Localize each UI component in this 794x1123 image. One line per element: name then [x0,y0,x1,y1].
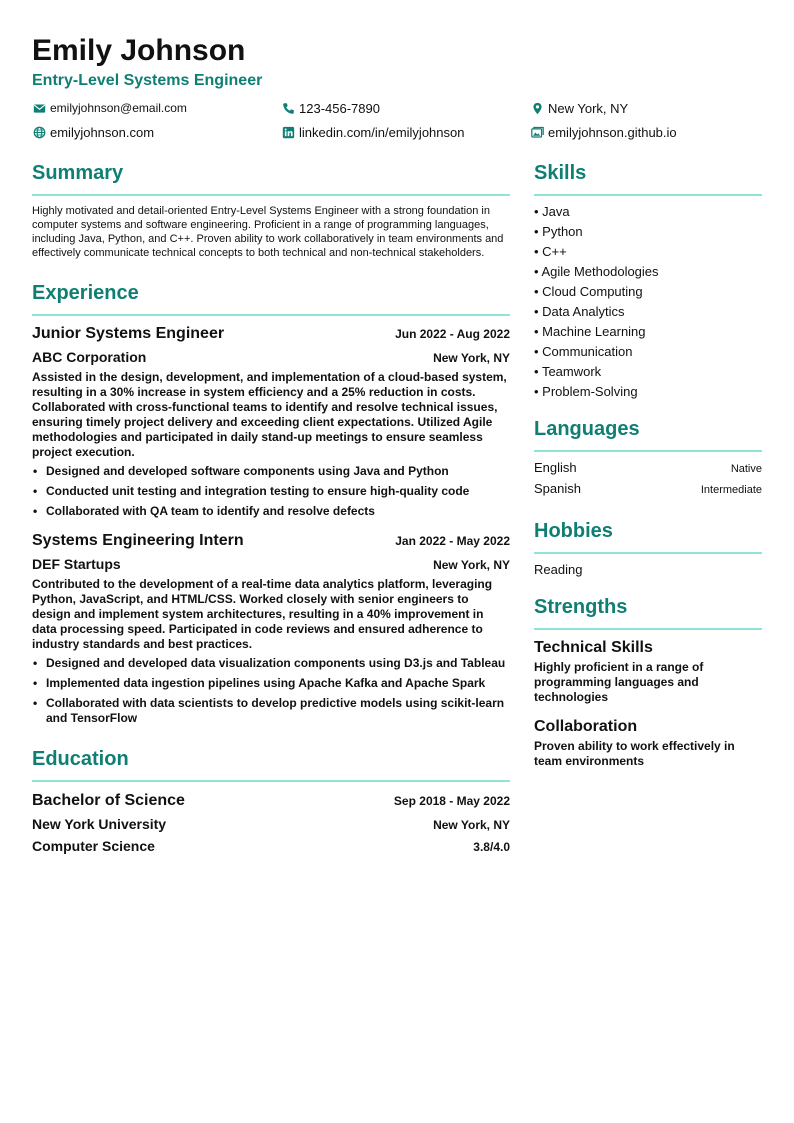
skill-item: • Problem-Solving [534,384,638,399]
strength-description: Highly proficient in a range of programming languages and technologies [534,660,704,704]
job-bullet: • Designed and developed software components using Java and Python [32,464,510,479]
job-dates: Jun 2022 - Aug 2022 [395,327,510,341]
job-bullet: • Collaborated with QA team to identify and resolve defects [32,504,510,519]
job-location: New York, NY [433,351,510,365]
job-company: ABC Corporation [32,349,147,365]
job-description: Contributed to the development of a real-time data analytics platform, leveraging Python, JavaScript, and HTML/CSS. Worked closely with senior engineers to design and implement system architectures, resulting in a 40% improvement in data processing speed. Participated in code reviews and ensured adherence to industry standards and best practices. [32,577,493,651]
job-bullet: • Implemented data ingestion pipelines using Apache Kafka and Apache Spark [32,676,510,691]
job-location: New York, NY [433,558,510,572]
languages-heading: Languages [534,416,762,452]
skills-heading: Skills [534,160,762,196]
job-title: Junior Systems Engineer [32,325,225,342]
mail-icon [32,101,46,115]
education-dates: Sep 2018 - May 2022 [393,794,510,808]
portfolio-icon [530,125,544,139]
languages-section [534,416,762,500]
job-title: Systems Engineering Intern [32,532,244,549]
field-of-study: Computer Science [32,838,155,854]
strength-item [534,717,762,769]
education-section [32,746,510,856]
skills-section [534,160,762,402]
contact-email[interactable]: emilyjohnson@email.com [32,99,281,117]
contact-github[interactable]: emilyjohnson.github.io [530,123,762,141]
education-heading: Education [32,746,510,782]
language-name: English [534,460,577,475]
gpa: 3.8/4.0 [473,840,510,854]
skill-item: • C++ [534,244,567,259]
skill-item: • Data Analytics [534,304,625,319]
strengths-section [534,594,762,769]
hobby-item: Reading [534,562,583,577]
phone-icon [281,101,295,115]
language-name: Spanish [534,481,581,496]
hobbies-heading: Hobbies [534,518,762,554]
school-location: New York, NY [433,818,510,832]
skill-item: • Communication [534,344,633,359]
candidate-name: Emily Johnson [32,34,246,67]
contact-location: New York, NY [530,99,762,117]
skill-item: • Python [534,224,583,239]
language-item [534,458,762,479]
linkedin-icon [281,125,295,139]
resume-page [32,34,762,854]
skill-item: • Java [534,204,570,219]
strengths-heading: Strengths [534,594,762,630]
contact-phone[interactable]: 123-456-7890 [281,99,530,117]
language-level: Intermediate [700,484,762,496]
summary-text: Highly motivated and detail-oriented Entry-Level Systems Engineer with a strong foundation in computer systems and software engineering. Proficient in a range of programming languages, including Java, Python, and C++. Proven ability to work collaboratively in team environments and effectively communicate technical concepts to both technical and non-technical stakeholders. [32,205,504,259]
job-bullets [32,464,510,519]
contact-website[interactable]: emilyjohnson.com [32,123,281,141]
skills-list [534,202,762,402]
globe-icon [32,125,46,139]
experience-section [32,280,510,726]
summary-section [32,160,510,260]
skill-item: • Machine Learning [534,324,646,339]
hobbies-section [534,518,762,580]
job-company: DEF Startups [32,556,121,572]
experience-heading: Experience [32,280,510,316]
candidate-title: Entry-Level Systems Engineer [32,72,263,89]
school-name: New York University [32,816,167,832]
strength-item [534,638,762,705]
side-column [534,160,762,769]
contact-info [32,99,762,141]
strength-title: Technical Skills [534,639,653,656]
skill-item: • Teamwork [534,364,602,379]
job-entry [32,324,510,519]
job-bullet: • Conducted unit testing and integration testing to ensure high-quality code [32,484,510,499]
job-bullet: • Collaborated with data scientists to develop predictive models using scikit-learn and TensorFlow [32,696,510,726]
language-level: Native [730,463,762,475]
job-description: Assisted in the design, development, and implementation of a cloud-based system, resulting in a 30% increase in system efficiency and a 25% reduction in costs. Collaborated with cross-functional teams to identify and resolve technical issues, ensuring timely project delivery and exceeding client expectations. Utilized Agile methodologies and participated in daily stand-up meetings to ensure seamless project execution. [32,370,507,459]
main-column [32,160,510,856]
strength-description: Proven ability to work effectively in team environments [534,739,735,768]
contact-linkedin[interactable]: linkedin.com/in/emilyjohnson [281,123,530,141]
job-dates: Jan 2022 - May 2022 [395,534,510,548]
skill-item: • Agile Methodologies [534,264,659,279]
degree-name: Bachelor of Science [32,792,185,809]
job-bullet: • Designed and developed data visualization components using D3.js and Tableau [32,656,510,671]
skill-item: • Cloud Computing [534,284,643,299]
job-entry [32,531,510,726]
strength-title: Collaboration [534,718,638,735]
language-item [534,479,762,500]
summary-heading: Summary [32,160,510,196]
map-pin-icon [530,101,544,115]
job-bullets [32,656,510,726]
